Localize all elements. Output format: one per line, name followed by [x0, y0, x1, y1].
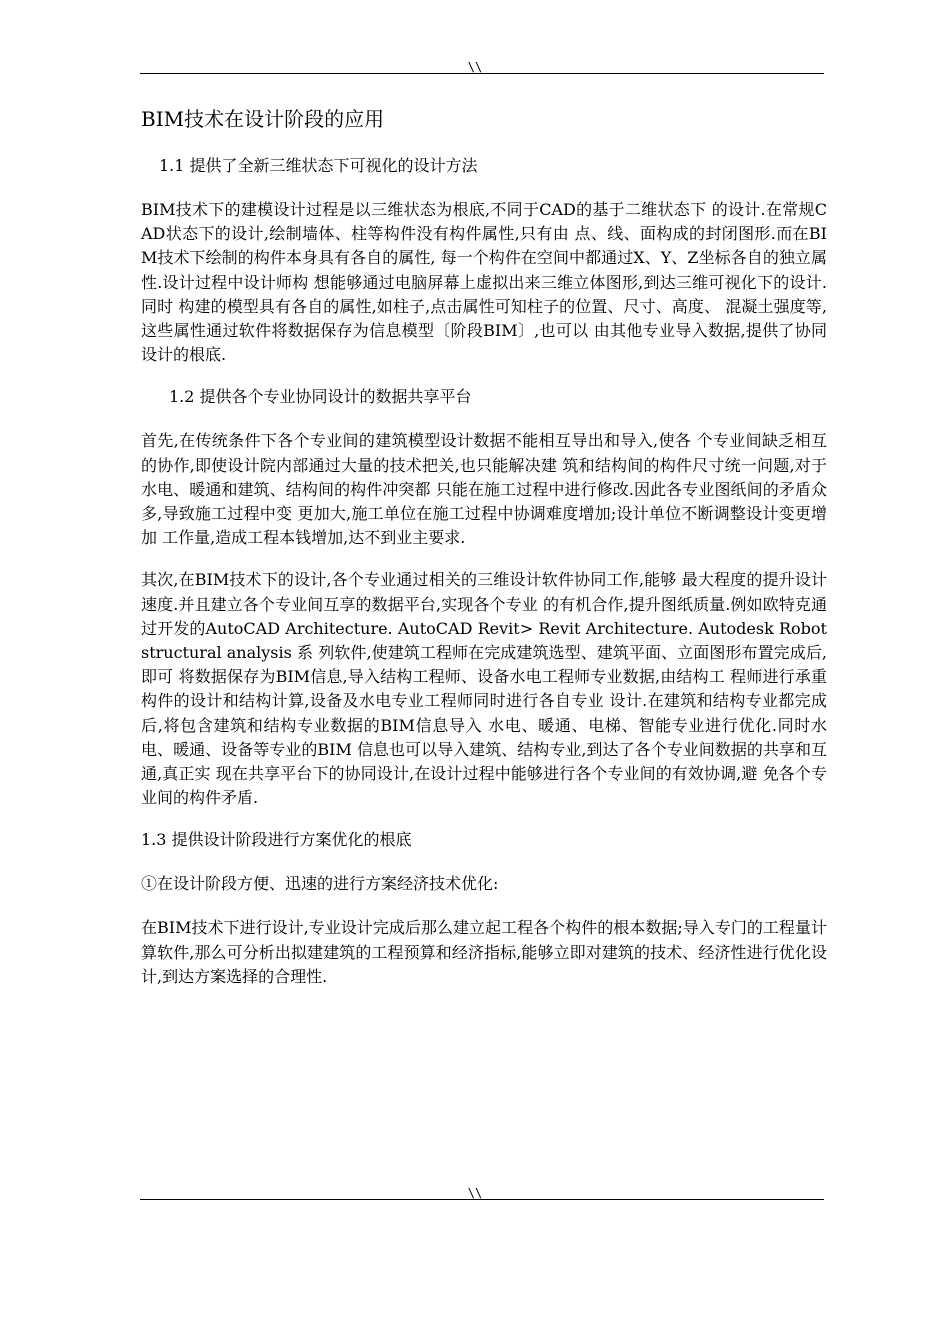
- section-1-3-body: 在BIM技术下进行设计,专业设计完成后那么建立起工程各个构件的根本数据;导入专门的工程量计算软件,那么可分析出拟建建筑的工程预算和经济指标,能够立即对建筑的技术、经济性进行优化设计,到达方案选择的合理性.: [141, 918, 827, 986]
- section-1-1-body: BIM技术下的建模设计过程是以三维状态为根底,不同于CAD的基于二维状态下 的设计.在常规CAD状态下的设计,绘制墙体、柱等构件没有构件属性,只有由 点、线、面构成的封闭图形.而在BIM技术下绘制的构件本身具有各自的属性, 每一个构件在空间中都通过X、Y、Z坐标各自的独立属性.设计过程中设计师构 想能够通过电脑屏幕上虚拟出来三维立体图形,到达三维可视化下的设计.同时 构建的模型具有各自的属性,如柱子,点击属性可知柱子的位置、尺寸、高度、 混凝土强度等,这些属性通过软件将数据保存为信息模型〔阶段BIM〕,也可以 由其他专业导入数据,提供了协同设计的根底.: [141, 200, 827, 365]
- document-body: [141, 104, 827, 1007]
- header-mark: \\: [467, 60, 483, 74]
- header-rule: [140, 73, 824, 74]
- footer-mark: \\: [467, 1186, 483, 1200]
- footer-rule: [140, 1199, 824, 1200]
- section-1-1-heading: 1.1 提供了全新三维状态下可视化的设计方法: [159, 156, 478, 175]
- section-1-2-paragraph-1: 首先,在传统条件下各个专业间的建筑模型设计数据不能相互导出和导入,使各 个专业间缺乏相互的协作,即使设计院内部通过大量的技术把关,也只能解决建 筑和结构间的构件尺寸统一问题,对于水电、暖通和建筑、结构间的构件冲突都 只能在施工过程中进行修改.因此各专业图纸间的矛盾众多,导致施工过程中变 更加大,施工单位在施工过程中协调难度增加;设计单位不断调整设计变更增加 工作量,造成工程本钱增加,达不到业主要求.: [141, 431, 827, 548]
- section-1-3-subheading: ①在设计阶段方便、迅速的进行方案经济技术优化:: [141, 874, 499, 894]
- section-1-2-heading: 1.2 提供各个专业协同设计的数据共享平台: [169, 387, 472, 407]
- section-1-2-paragraph-2: 其次,在BIM技术下的设计,各个专业通过相关的三维设计软件协同工作,能够 最大程度的提升设计速度.并且建立各个专业间互享的数据平台,实现各个专业 的有机合作,提升图纸质量.例如欧特克通过开发的AutoCAD Architecture. AutoCAD Revit> Revit Architecture. Autodesk Robot structural analysis 系 列软件,使建筑工程师在完成建筑选型、建筑平面、立面图形布置完成后,即可 将数据保存为BIM信息,导入结构工程师、设备水电工程师专业数据,由结构工 程师进行承重构件的设计和结构计算,设备及水电专业工程师同时进行各自专业 设计.在建筑和结构专业都完成后,将包含建筑和结构专业数据的BIM信息导入 水电、暖通、电梯、智能专业进行优化.同时水电、暖通、设备等专业的BIM 信息也可以导入建筑、结构专业,到达了各个专业间数据的共享和互通,真正实 现在共享平台下的协同设计,在设计过程中能够进行各个专业间的有效协调,避 免各个专业间的构件矛盾.: [141, 570, 827, 808]
- section-1-3-heading: 1.3 提供设计阶段进行方案优化的根底: [141, 830, 412, 850]
- document-title: BIM技术在设计阶段的应用: [141, 107, 385, 131]
